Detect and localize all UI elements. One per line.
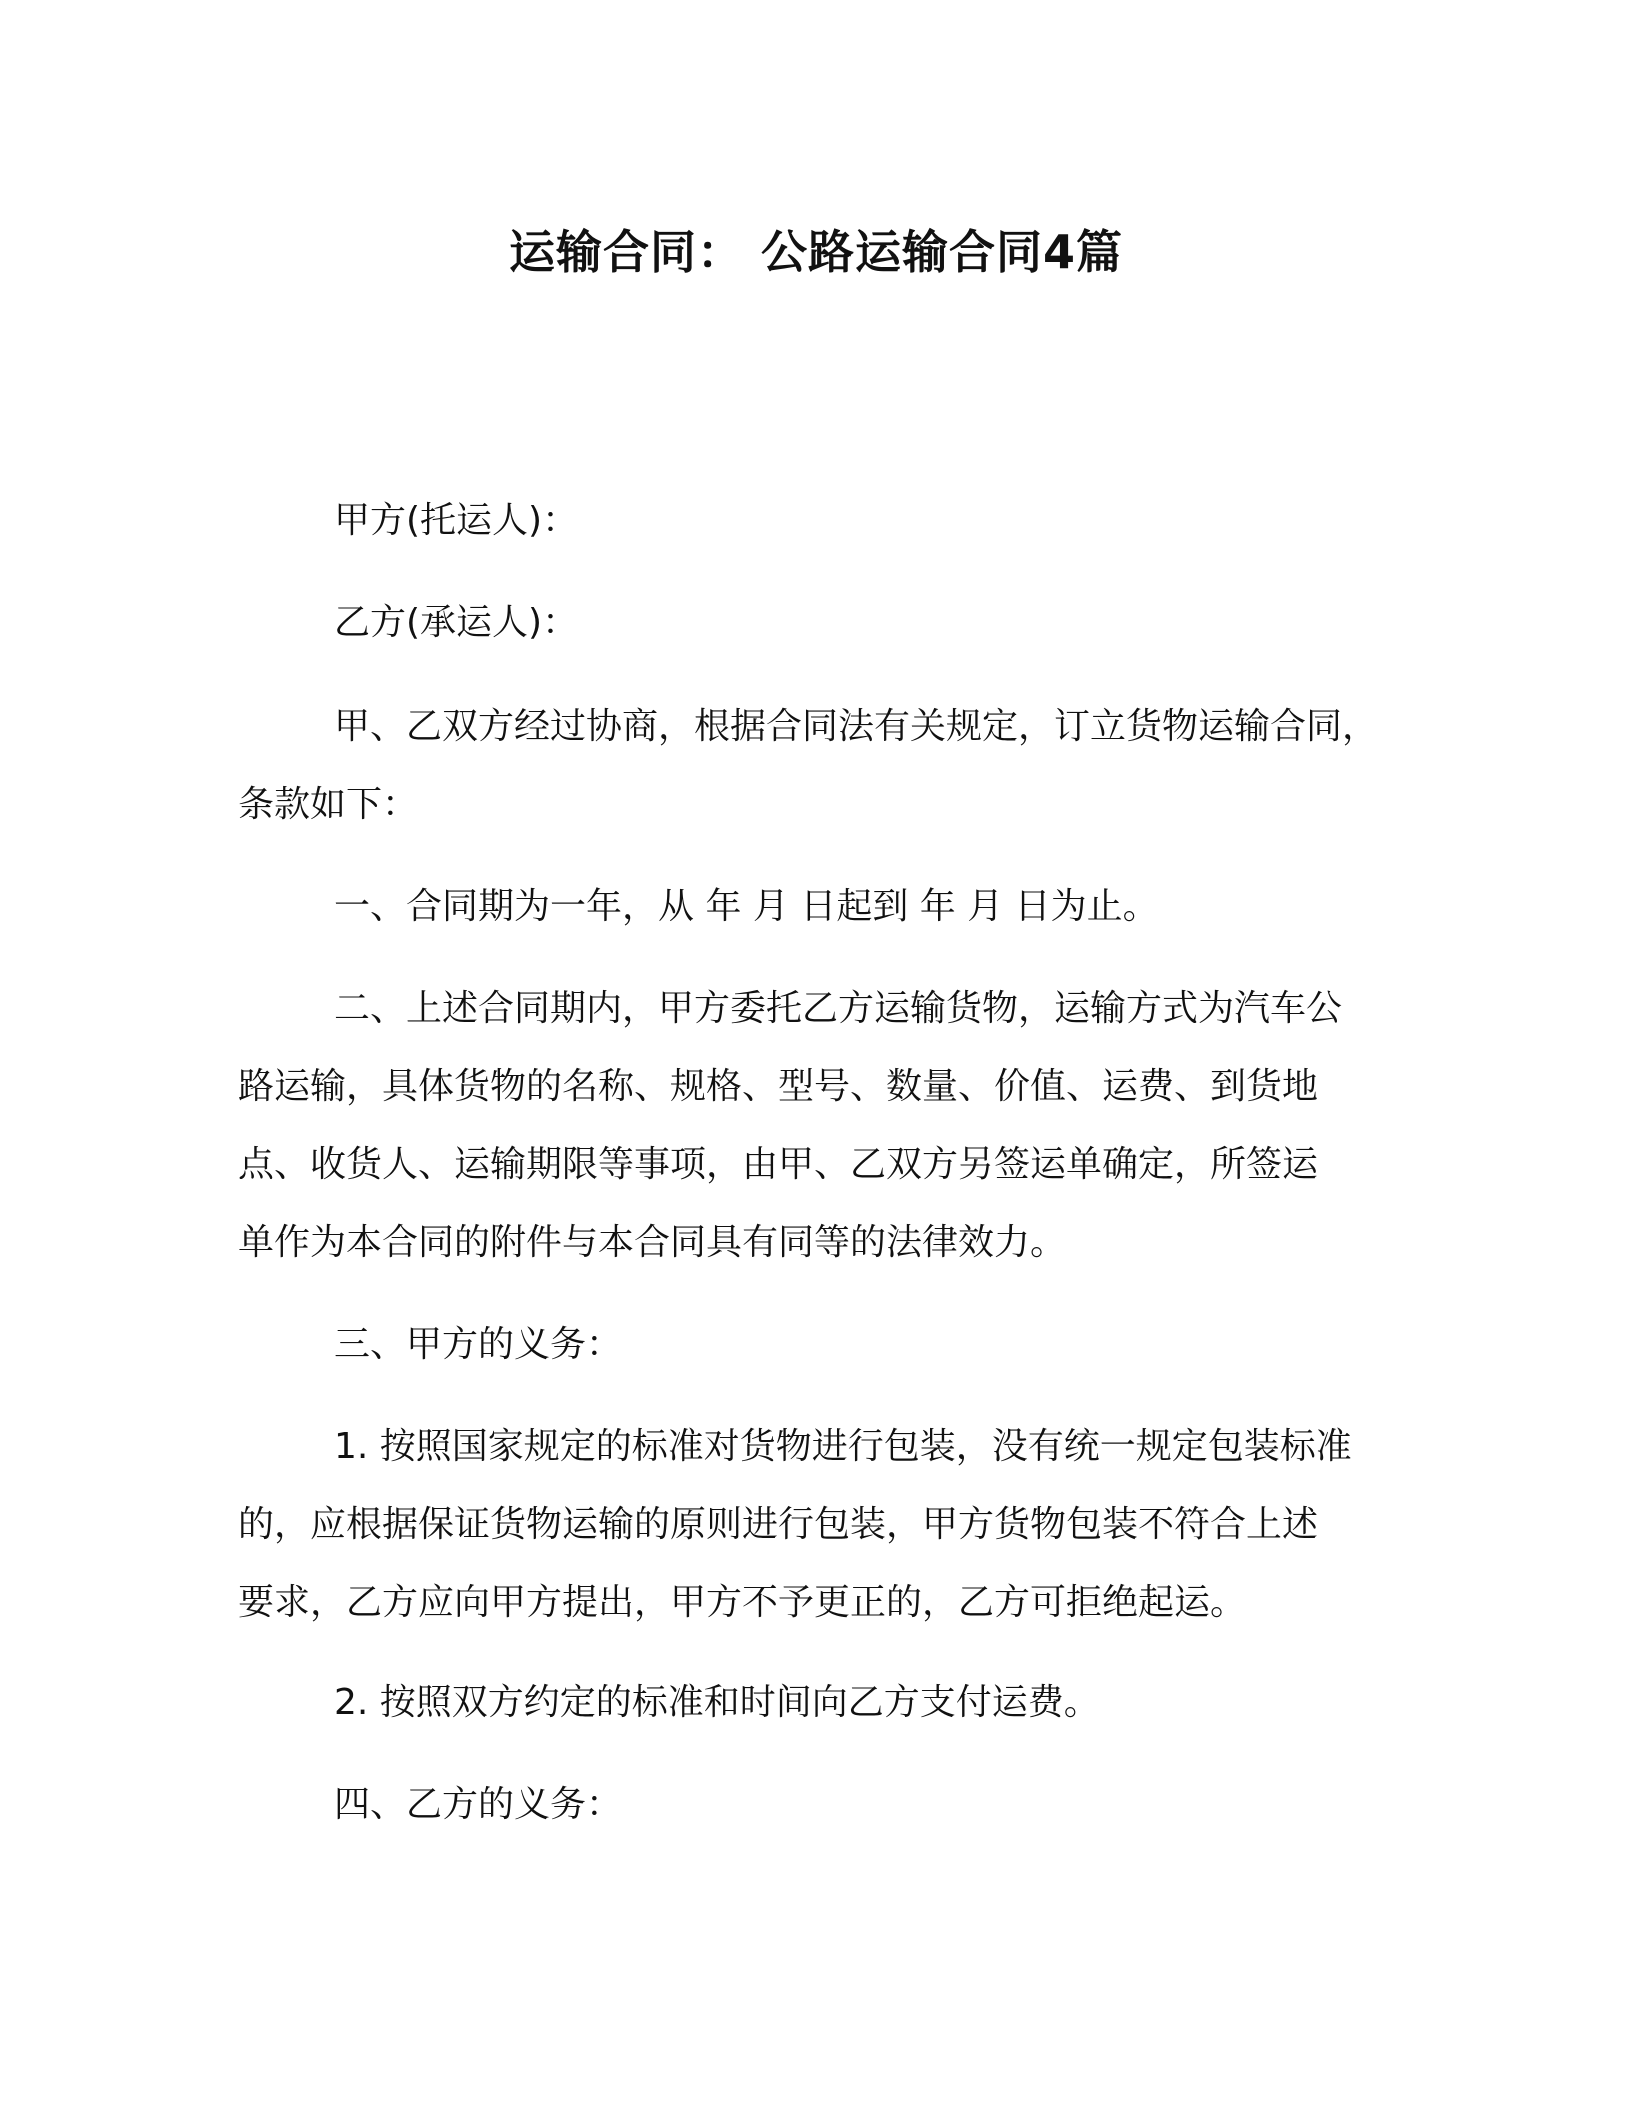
intro-line-2: 条款如下： [238, 784, 419, 825]
clause-3-item-1-line-2: 的，应根据保证货物运输的原则进行包装，甲方货物包装不符合上述 [238, 1504, 1319, 1545]
clause-4-heading-text: 四、乙方的义务： [334, 1784, 623, 1825]
clause-3-heading-text: 三、甲方的义务： [334, 1324, 623, 1365]
clause-3-heading [238, 1306, 1398, 1384]
clause-2-line-1: 二、上述合同期内，甲方委托乙方运输货物，运输方式为汽车公 [334, 988, 1343, 1029]
clause-2 [238, 970, 1398, 1282]
intro-paragraph [238, 688, 1398, 844]
party-b-line [238, 584, 1398, 662]
clause-1 [238, 868, 1398, 946]
clause-2-line-4: 单作为本合同的附件与本合同具有同等的法律效力。 [238, 1222, 1067, 1263]
party-b-text: 乙方(承运人)： [334, 602, 579, 643]
clause-3-item-1-line-3: 要求，乙方应向甲方提出，甲方不予更正的，乙方可拒绝起运。 [238, 1582, 1247, 1623]
clause-3-item-2-text: 2. 按照双方约定的标准和时间向乙方支付运费。 [334, 1682, 1100, 1723]
party-a-text: 甲方(托运人)： [334, 500, 579, 541]
party-a-line [238, 482, 1398, 560]
clause-2-line-2: 路运输，具体货物的名称、规格、型号、数量、价值、运费、到货地 [238, 1066, 1319, 1107]
clause-1-text: 一、合同期为一年，从 年 月 日起到 年 月 日为止。 [334, 886, 1159, 927]
clause-3-item-1 [238, 1408, 1398, 1642]
clause-4-heading [238, 1766, 1398, 1844]
clause-3-item-1-line-1: 1. 按照国家规定的标准对货物进行包装，没有统一规定包装标准 [334, 1426, 1352, 1467]
clause-3-item-2 [238, 1664, 1398, 1742]
clause-2-line-3: 点、收货人、运输期限等事项，由甲、乙双方另签运单确定，所签运 [238, 1144, 1319, 1185]
document-title: 运输合同： 公路运输合同4篇 [508, 225, 1124, 279]
intro-line-1: 甲、乙双方经过协商，根据合同法有关规定，订立货物运输合同， [334, 706, 1379, 747]
